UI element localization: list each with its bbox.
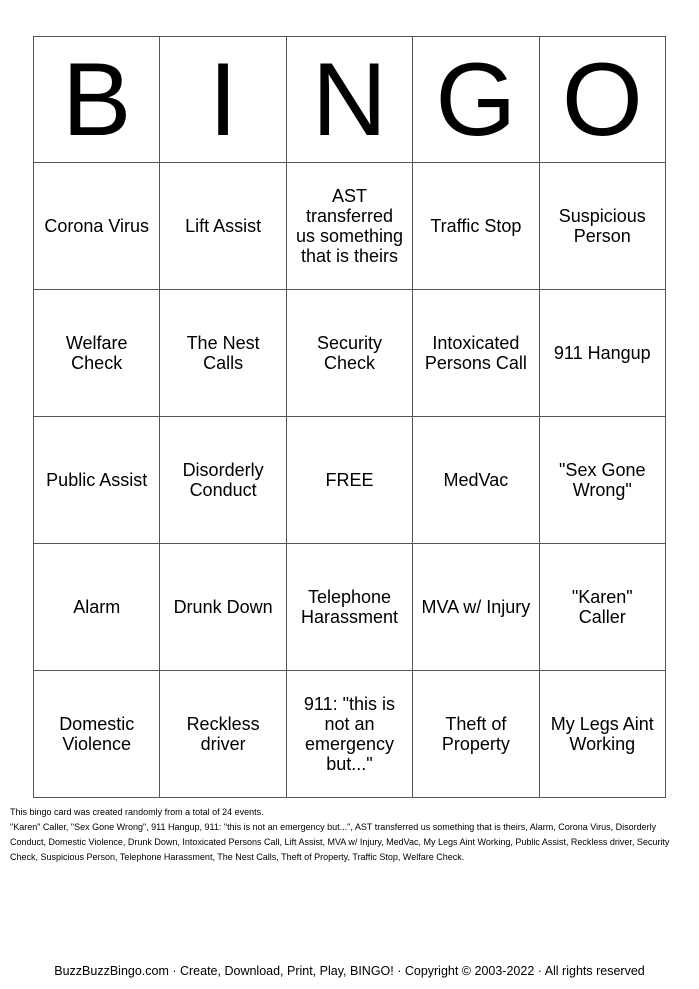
bingo-cell: MVA w/ Injury [413, 544, 539, 671]
bingo-cell: Intoxicated Persons Call [413, 290, 539, 417]
bingo-cell: Reckless driver [160, 671, 286, 798]
event-list: "Karen" Caller, "Sex Gone Wrong", 911 Hangup, 911: "this is not an emergency but...", AST transferred us something that is theirs, Alarm, Corona Virus, Disorderly Conduct, Domestic Violence, Drunk Down, Intoxicated Persons Call, Lift Assist, MVA w/ Injury, MedVac, My Legs Aint Working, Public Assist, Reckless driver, Security Check, Suspicious Person, Telephone Harassment, The Nest Calls, Theft of Property, Traffic Stop, Welfare Check. [10, 822, 670, 862]
bingo-cell: MedVac [413, 417, 539, 544]
bingo-cell: Public Assist [34, 417, 160, 544]
bingo-cell: Traffic Stop [413, 163, 539, 290]
bingo-row [34, 163, 666, 290]
bingo-cell: The Nest Calls [160, 290, 286, 417]
bingo-header-row [34, 37, 666, 163]
bingo-cell: 911: "this is not an emergency but..." [286, 671, 412, 798]
bingo-cell: Corona Virus [34, 163, 160, 290]
bingo-row [34, 417, 666, 544]
card-info [10, 805, 690, 865]
bingo-cell: "Sex Gone Wrong" [539, 417, 665, 544]
bingo-row [34, 671, 666, 798]
bingo-cell: Alarm [34, 544, 160, 671]
header-letter-n: N [286, 37, 412, 163]
free-space-cell: FREE [286, 417, 412, 544]
bingo-cell: 911 Hangup [539, 290, 665, 417]
header-letter-b: B [34, 37, 160, 163]
bingo-row [34, 290, 666, 417]
bingo-cell: Security Check [286, 290, 412, 417]
bingo-cell: Disorderly Conduct [160, 417, 286, 544]
bingo-card [33, 36, 666, 798]
bingo-cell: Lift Assist [160, 163, 286, 290]
bingo-cell: AST transferred us something that is theirs [286, 163, 412, 290]
header-letter-g: G [413, 37, 539, 163]
bingo-cell: "Karen" Caller [539, 544, 665, 671]
bingo-cell: My Legs Aint Working [539, 671, 665, 798]
bingo-cell: Suspicious Person [539, 163, 665, 290]
header-letter-o: O [539, 37, 665, 163]
copyright-footer: BuzzBuzzBingo.com · Create, Download, Print, Play, BINGO! · Copyright © 2003-2022 · All rights reserved [54, 964, 645, 978]
bingo-cell: Domestic Violence [34, 671, 160, 798]
bingo-cell: Telephone Harassment [286, 544, 412, 671]
card-summary: This bingo card was created randomly from a total of 24 events. [10, 807, 264, 817]
bingo-cell: Welfare Check [34, 290, 160, 417]
header-letter-i: I [160, 37, 286, 163]
bingo-cell: Theft of Property [413, 671, 539, 798]
bingo-row [34, 544, 666, 671]
bingo-cell: Drunk Down [160, 544, 286, 671]
